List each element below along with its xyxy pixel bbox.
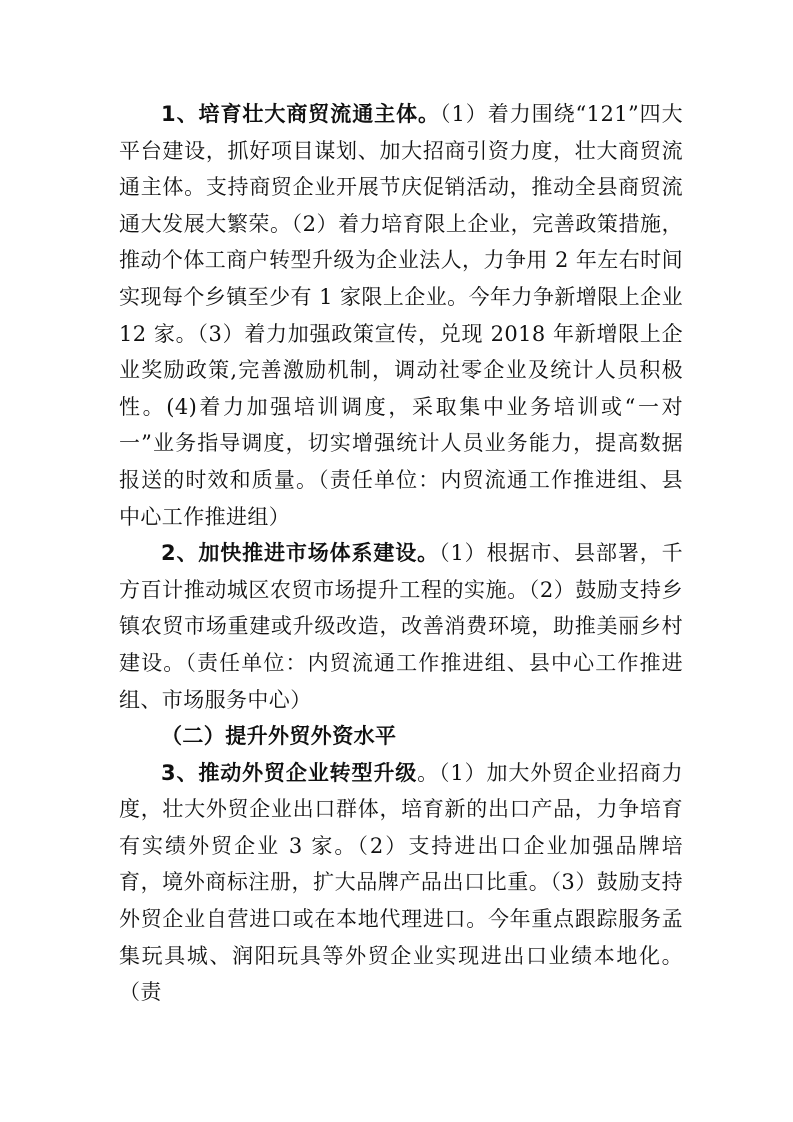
paragraph-1-heading: 1、培育壮大商贸流通主体。 (161, 102, 441, 126)
section-heading: （二）提升外贸外资水平 (161, 724, 397, 749)
paragraph-3-heading: 3、推动外贸企业转型升级 (161, 760, 418, 785)
paragraph-3 (119, 755, 683, 1011)
paragraph-1 (119, 96, 683, 535)
paragraph-2-body: （1）根据市、县部署，千方百计推动城区农贸市场提升工程的实施。（2）鼓励支持乡镇农贸市场重建或升级改造，改善消费环境，助推美丽乡村建设。（责任单位：内贸流通工作推进组、县中心工作推进组、市场服务中心） (119, 541, 684, 712)
paragraph-2-heading: 2、加快推进市场体系建设。 (161, 541, 440, 566)
paragraph-2 (119, 535, 683, 718)
paragraph-3-body: 。（1）加大外贸企业招商力度，壮大外贸企业出口群体，培育新的出口产品，力争培育有实绩外贸企业 3 家。（2）支持进出口企业加强品牌培育，境外商标注册，扩大品牌产品出口比重。（3）鼓励支持外贸企业自营进口或在本地代理进口。今年重点跟踪服务孟集玩具城、润阳玩具等外贸企业实现进出口业绩本地化。（责 (119, 760, 683, 1005)
document-page (119, 96, 683, 1011)
paragraph-1-body: （1）着力围绕“121”四大平台建设，抓好项目谋划、加大招商引资力度，壮大商贸流通主体。支持商贸企业开展节庆促销活动，推动全县商贸流通大发展大繁荣。（2）着力培育限上企业，完善政策措施，推动个体工商户转型升级为企业法人，力争用 2 年左右时间实现每个乡镇至少有 1 家限上企业。今年力争新增限上企业 12 家。（3）着力加强政策宣传，兑现 2018 年新增限上企业奖励政策,完善激励机制，调动社零企业及统计人员积极性。(4)着力加强培训调度，采取集中业务培训或“一对一”业务指导调度，切实增强统计人员业务能力，提高数据报送的时效和质量。（责任单位：内贸流通工作推进组、县中心工作推进组） (119, 102, 684, 529)
